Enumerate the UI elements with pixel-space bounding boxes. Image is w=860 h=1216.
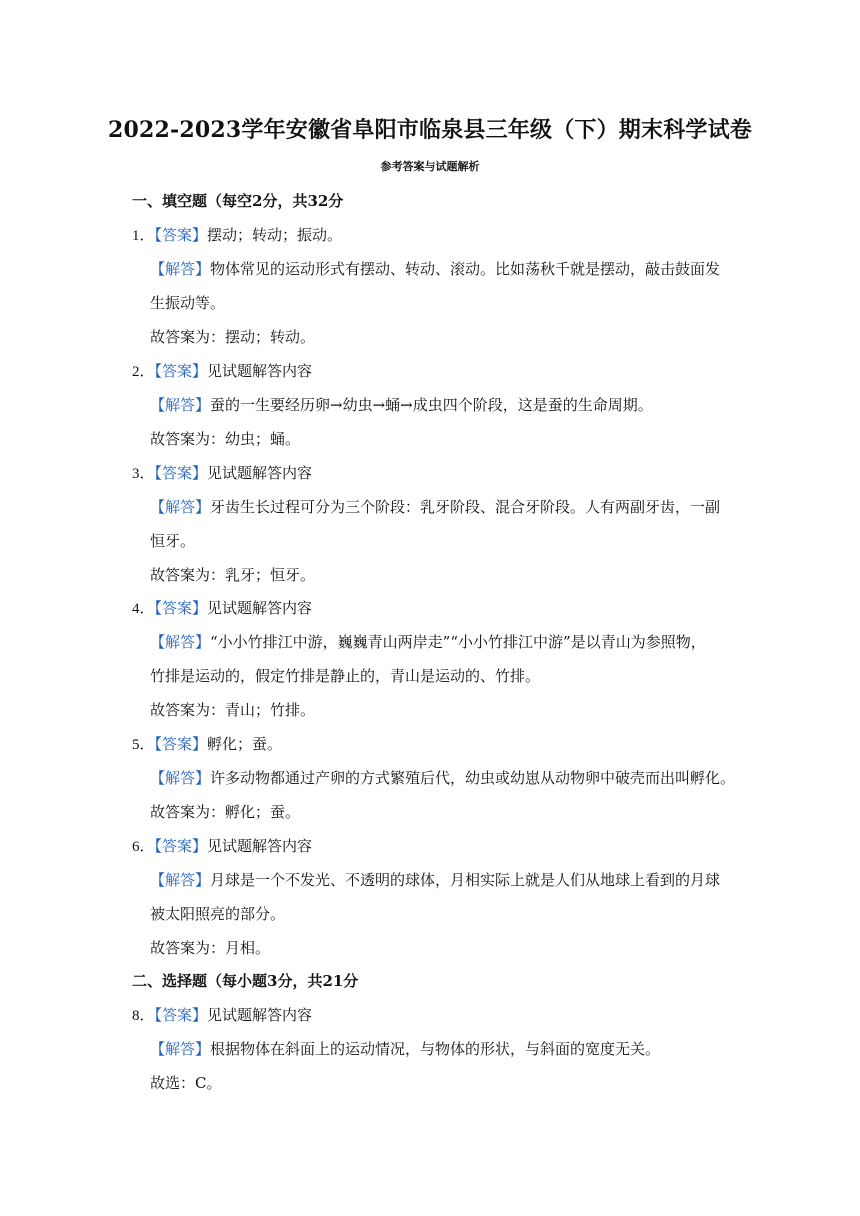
- analysis-tag: 【解答】: [150, 1040, 211, 1058]
- analysis-text: 物体常见的运动形式有摆动、转动、滚动。比如荡秋千就是摆动，敲击鼓面发: [210, 260, 721, 278]
- analysis-text: 蚕的一生要经历卵→幼虫→蛹→成虫四个阶段，这是蚕的生命周期。: [210, 396, 653, 414]
- analysis-tag: 【解答】: [150, 633, 211, 651]
- answer-tag: 【答案】: [154, 735, 208, 753]
- analysis-text: 许多动物都通过产卵的方式繁殖后代，幼虫或幼崽从动物卵中破壳而出叫孵化。: [210, 769, 736, 787]
- result-text: 故答案为：摆动；转动。: [150, 328, 316, 346]
- question-4-answer-line: [132, 597, 312, 620]
- analysis-text-continued: 被太阳照亮的部分。: [150, 905, 286, 923]
- answer-text: 见试题解答内容: [207, 837, 313, 855]
- answer-tag: 【答案】: [154, 599, 208, 617]
- question-number: 4．: [132, 601, 155, 617]
- question-6-answer-line: [132, 835, 312, 858]
- question-number: 6．: [132, 839, 155, 855]
- question-2-answer-line: [132, 360, 312, 383]
- result-text: 故答案为：青山；竹排。: [150, 701, 316, 719]
- result-text: 故答案为：孵化；蚕。: [150, 803, 301, 821]
- result-text: 故答案为：月相。: [150, 939, 271, 957]
- result-text: 故选：C。: [150, 1074, 222, 1092]
- analysis-tag: 【解答】: [150, 396, 211, 414]
- result-text: 故答案为：幼虫；蛹。: [150, 430, 301, 448]
- answer-tag: 【答案】: [154, 1006, 208, 1024]
- answer-tag: 【答案】: [154, 464, 208, 482]
- analysis-text: “小小竹排江中游，巍巍青山两岸走”“小小竹排江中游”是以青山为参照物，: [210, 633, 706, 651]
- analysis-text: 牙齿生长过程可分为三个阶段：乳牙阶段、混合牙阶段。人有两副牙齿，一副: [210, 498, 721, 516]
- question-1-analysis-line: [150, 258, 720, 280]
- question-3-answer-line: [132, 462, 312, 485]
- question-3-analysis-line: [150, 496, 720, 518]
- question-5-answer-line: [132, 733, 282, 756]
- analysis-tag: 【解答】: [150, 769, 211, 787]
- question-number: 2．: [132, 364, 155, 380]
- analysis-text-continued: 恒牙。: [150, 532, 196, 550]
- page-title: 2022-2023学年安徽省阜阳市临泉县三年级（下）期末科学试卷: [108, 117, 752, 143]
- analysis-text-continued: 竹排是运动的，假定竹排是静止的，青山是运动的、竹排。: [150, 667, 541, 685]
- answer-text: 见试题解答内容: [207, 1006, 313, 1024]
- analysis-tag: 【解答】: [150, 260, 211, 278]
- answer-text: 见试题解答内容: [207, 362, 313, 380]
- question-8-answer-line: [132, 1004, 312, 1027]
- question-1-answer-line: [132, 224, 342, 247]
- answer-tag: 【答案】: [154, 226, 208, 244]
- analysis-text-continued: 生振动等。: [150, 294, 226, 312]
- analysis-tag: 【解答】: [150, 498, 211, 516]
- answer-tag: 【答案】: [154, 362, 208, 380]
- result-text: 故答案为：乳牙；恒牙。: [150, 566, 316, 584]
- answer-text: 见试题解答内容: [207, 599, 313, 617]
- analysis-text: 月球是一个不发光、不透明的球体，月相实际上就是人们从地球上看到的月球: [210, 871, 721, 889]
- question-6-analysis-line: [150, 869, 720, 891]
- question-2-analysis-line: [150, 394, 653, 416]
- question-4-analysis-line: [150, 631, 706, 653]
- question-5-analysis-line: [150, 767, 735, 789]
- answer-text: 孵化；蚕。: [207, 735, 283, 753]
- answer-text: 摆动；转动；振动。: [207, 226, 343, 244]
- answer-text: 见试题解答内容: [207, 464, 313, 482]
- question-8-analysis-line: [150, 1038, 660, 1060]
- analysis-tag: 【解答】: [150, 871, 211, 889]
- answer-tag: 【答案】: [154, 837, 208, 855]
- analysis-text: 根据物体在斜面上的运动情况，与物体的形状，与斜面的宽度无关。: [210, 1040, 661, 1058]
- question-number: 3．: [132, 466, 155, 482]
- question-number: 1．: [132, 228, 155, 244]
- section-heading-multiple-choice: 二、选择题（每小题3分，共21分: [132, 972, 359, 990]
- question-number: 5．: [132, 737, 155, 753]
- page-subtitle: 参考答案与试题解析: [380, 160, 480, 173]
- question-number: 8．: [132, 1008, 155, 1024]
- section-heading-fill-in: 一、填空题（每空2分，共32分: [132, 192, 344, 210]
